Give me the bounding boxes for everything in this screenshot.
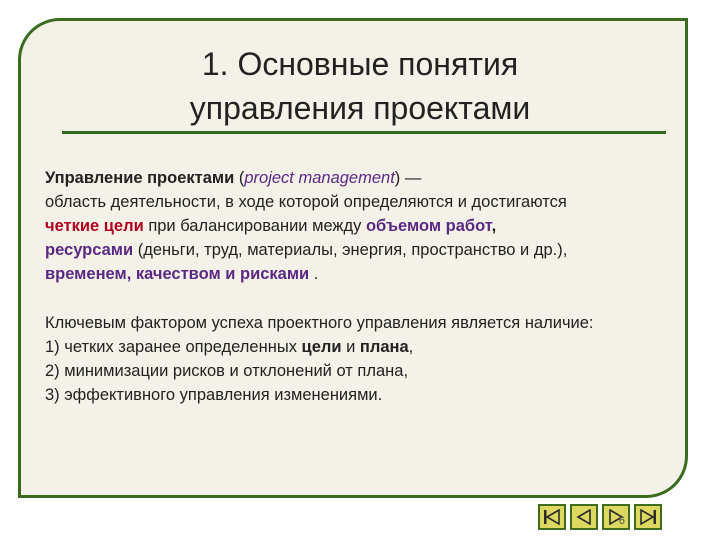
title-line-1: 1. Основные понятия [201,46,519,82]
next-slide-button[interactable] [602,504,630,530]
slide-navigation [538,504,662,530]
success-factors-paragraph [45,311,695,407]
term-english: project management [244,169,395,187]
text-period: . [309,265,319,283]
list-item-2: 2) минимизации рисков и отклонений от плана, [45,362,409,380]
previous-slide-icon [575,509,593,525]
term-project-management: Управление проектами [45,169,235,187]
last-slide-icon [639,509,657,525]
term-resources: ресурсами [45,241,134,259]
text-open-paren: ( [234,169,245,187]
term-goals: цели [301,338,342,356]
term-plan: плана [359,338,409,356]
list-item-1-and: и [341,338,360,356]
previous-slide-button[interactable] [570,504,598,530]
list-item-1 [45,338,413,356]
list-item-1-comma: , [408,338,414,356]
success-intro: Ключевым фактором успеха проектного управления является наличие: [45,314,594,332]
slide-number: 6 [618,515,625,527]
text-balancing: при балансировании между [143,217,366,235]
title-underline [62,131,666,134]
slide-title [60,42,660,130]
term-scope: объемом работ [365,217,492,235]
definition-paragraph [45,166,695,286]
first-slide-button[interactable] [538,504,566,530]
list-item-1-text: 1) четких заранее определенных [45,338,302,356]
text-resources-list: (деньги, труд, материалы, энергия, пространство и др.), [133,241,568,259]
term-clear-goals: четкие цели [45,217,144,235]
term-time-quality-risk: временем, качеством и рисками [45,265,310,283]
text-comma: , [491,217,497,235]
text-close-paren: ) — [394,169,422,187]
last-slide-button[interactable] [634,504,662,530]
definition-text: область деятельности, в ходе которой определяются и достигаются [45,193,567,211]
list-item-3: 3) эффективного управления изменениями. [45,386,383,404]
title-line-2: управления проектами [189,90,531,126]
first-slide-icon [543,509,561,525]
